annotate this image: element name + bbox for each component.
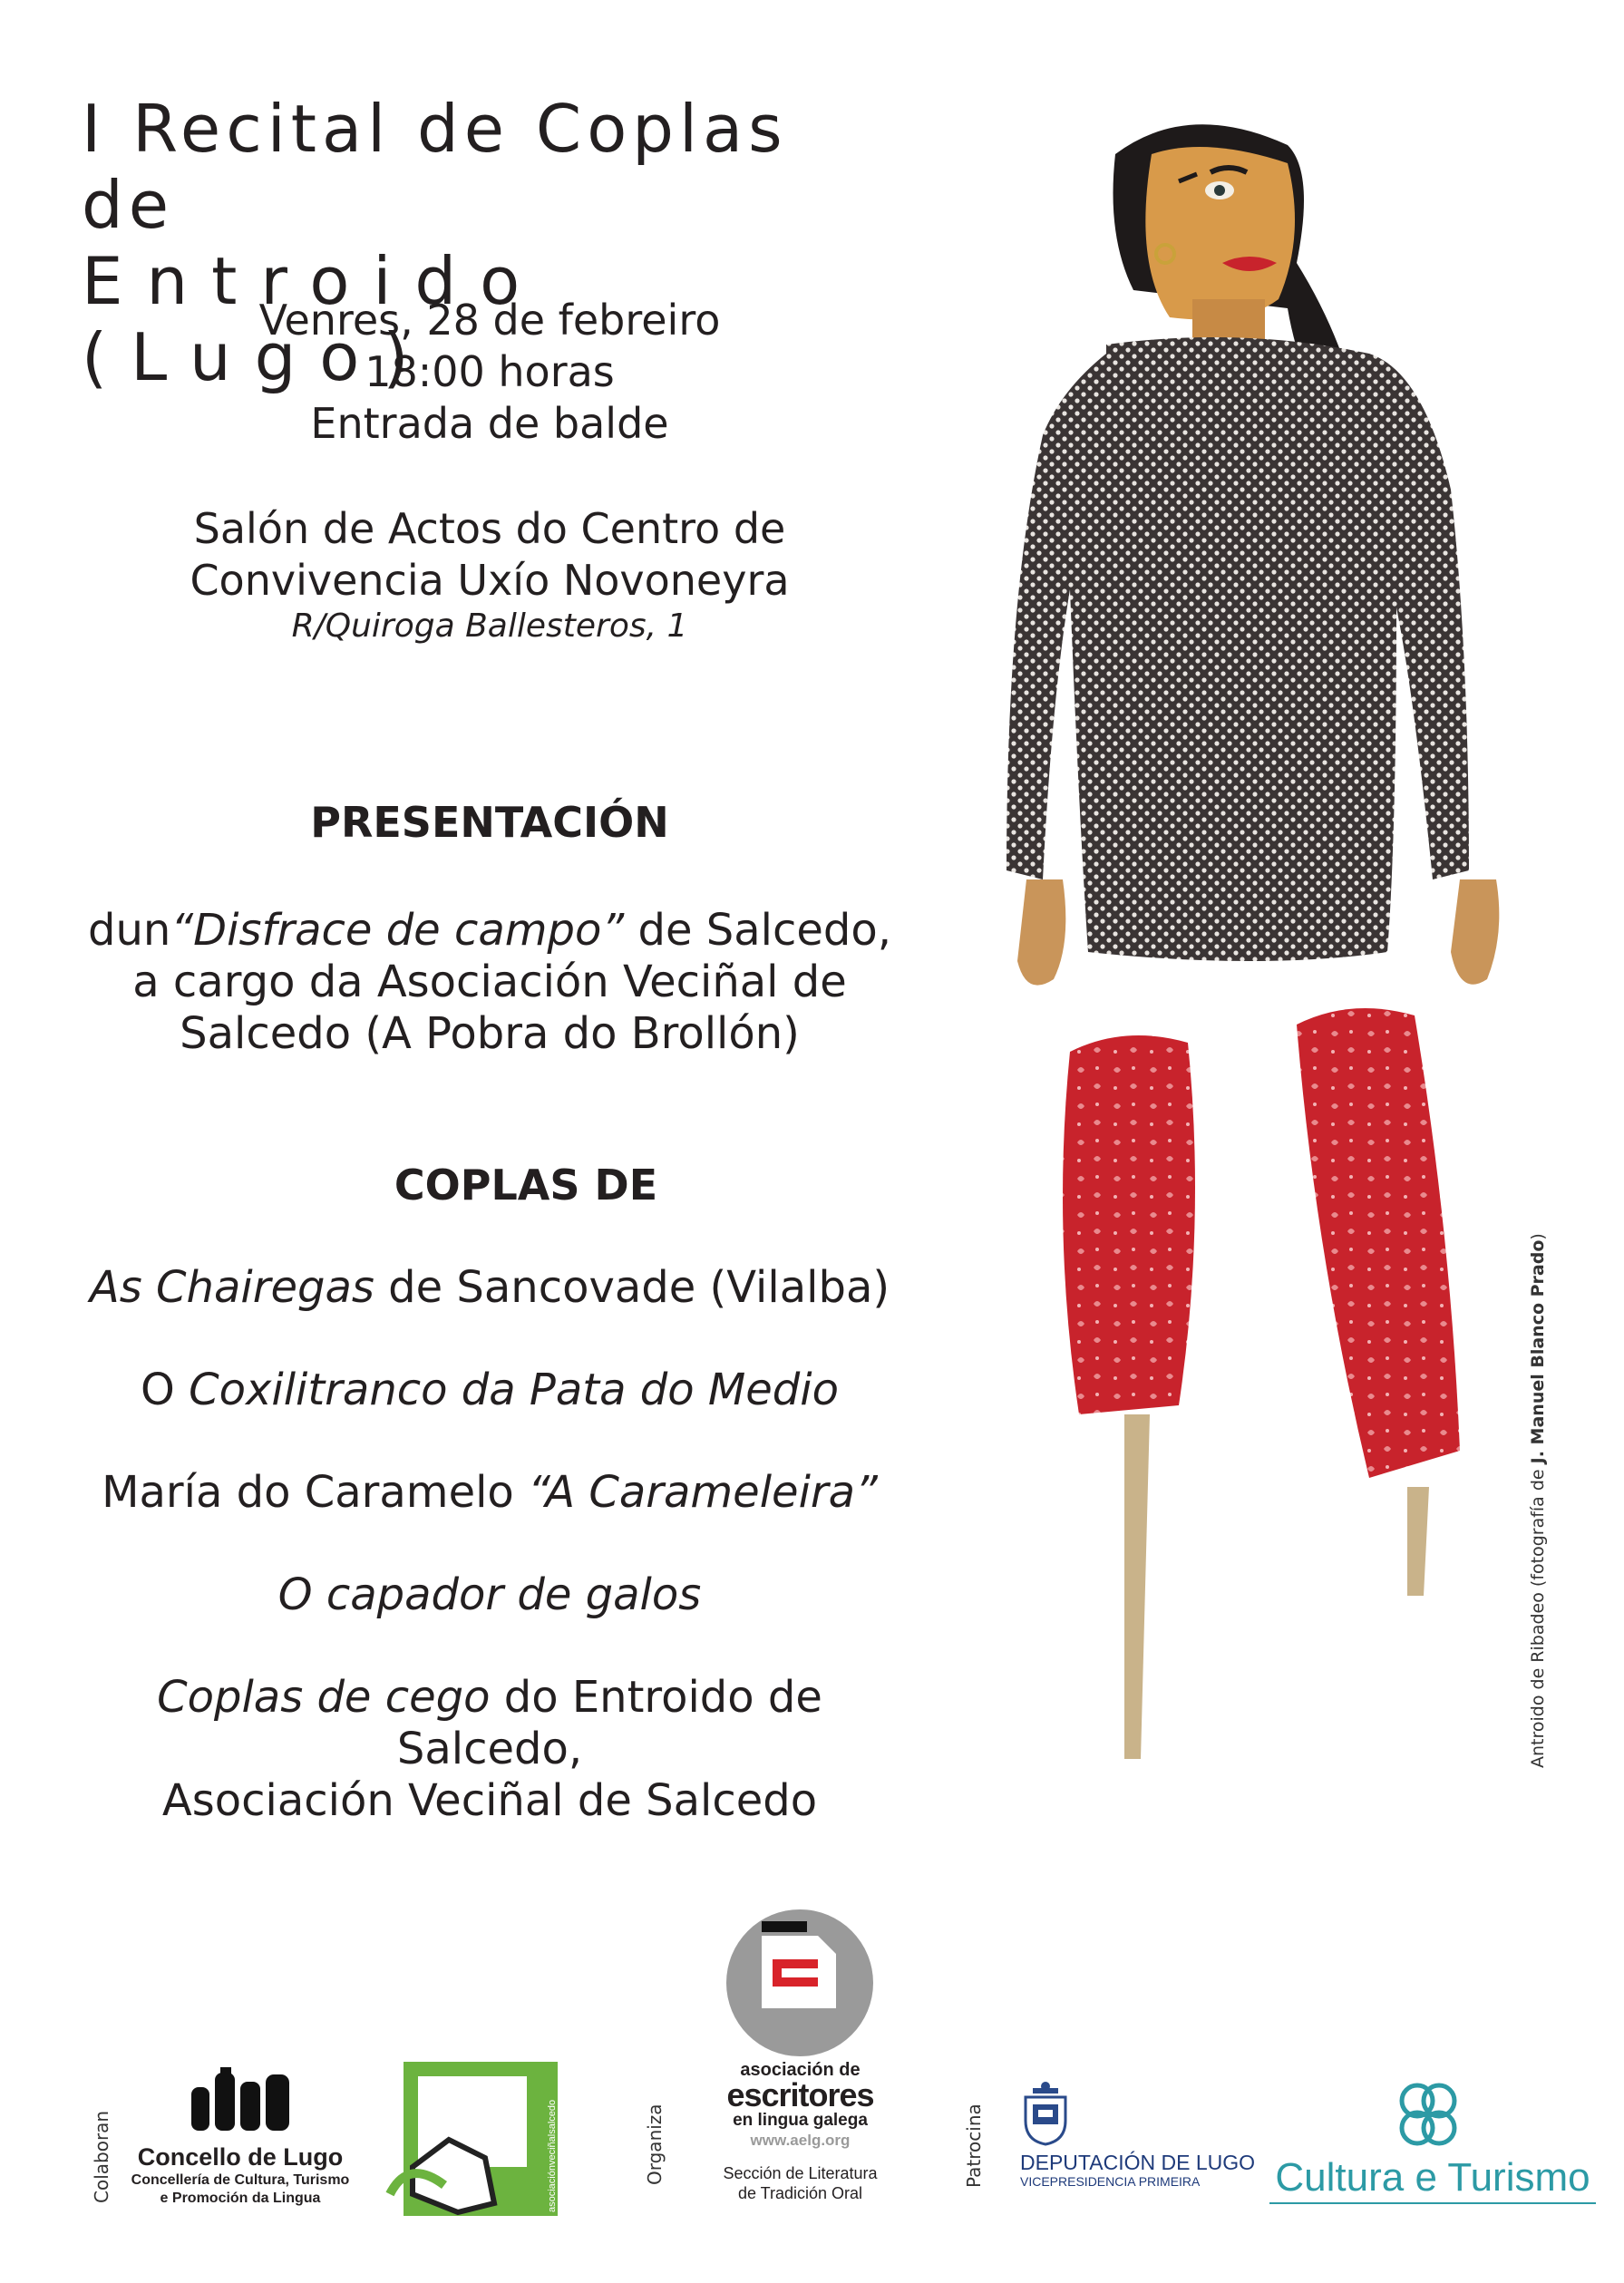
asoc-vecinal-vertical-text: asociaciónveciñalsalcedo <box>547 2099 558 2212</box>
organiza-label: Organiza <box>644 2103 666 2185</box>
item1-italic: As Chairegas <box>89 1262 374 1313</box>
credit-author: J. Manuel Blanco Prado <box>1528 1239 1548 1464</box>
event-time: 18:00 horas <box>365 347 615 396</box>
asociacion-vecinal-salcedo-logo-icon <box>385 2058 567 2221</box>
aelg-line-2: escritores <box>726 2076 874 2113</box>
patrocina-label: Patrocina <box>963 2103 985 2188</box>
aelg-url: www.aelg.org <box>750 2132 851 2149</box>
title-line-2: Entroido (Lugo) <box>82 243 544 395</box>
item5-italic: Coplas de cego <box>157 1672 491 1723</box>
aelg-line-3: en lingua galega <box>733 2111 868 2130</box>
aelg-sub-2: de Tradición Oral <box>737 2184 863 2202</box>
aelg-sub-1: Sección de Literatura <box>723 2164 878 2182</box>
concello-name: Concello de Lugo <box>137 2143 344 2171</box>
coplas-item-5 <box>82 1672 898 1827</box>
item5-line-2: Asociación Veciñal de Salcedo <box>161 1775 818 1826</box>
presentacion-italic: “Disfrace de campo” <box>170 905 625 956</box>
concello-sub-1: Concellería de Cultura, Turismo <box>131 2172 350 2188</box>
presentacion-prefix: dun <box>88 905 171 956</box>
venue-address: R/Quiroga Ballesteros, 1 <box>291 607 688 645</box>
venue-line-1: Salón de Actos do Centro de <box>193 504 786 553</box>
item4-italic: O capador de galos <box>277 1569 702 1620</box>
item5-rest: do Entroido de Salcedo, <box>396 1672 822 1774</box>
aelg-line-1: asociación de <box>740 2060 861 2080</box>
deputacion-crest-icon <box>1020 2081 1071 2146</box>
event-date: Venres, 28 de febreiro <box>258 296 721 345</box>
credit-suffix: ) <box>1528 1233 1548 1240</box>
item3-prefix: María do Caramelo <box>102 1467 514 1518</box>
coplas-item-4 <box>82 1569 898 1621</box>
cultura-turismo-text: Cultura e Turismo <box>1269 2153 1596 2204</box>
aelg-logo-icon <box>725 1909 875 2058</box>
presentacion-text <box>82 905 898 1060</box>
title-line-1: I Recital de Coplas de <box>82 91 788 243</box>
concello-lugo-logo-icon <box>186 2067 295 2132</box>
event-venue <box>82 503 898 646</box>
aelg-text <box>689 2060 911 2203</box>
item5-line-1 <box>82 1672 898 1775</box>
concello-lugo-text <box>118 2143 363 2208</box>
cultura-turismo-logo-icon <box>1392 2081 1464 2153</box>
item2-italic: Coxilitranco da Pata do Medio <box>189 1365 839 1415</box>
presentacion-line-3: Salcedo (A Pobra do Brollón) <box>180 1008 800 1059</box>
entroido-figure-image <box>997 118 1505 1777</box>
coplas-heading: COPLAS DE <box>394 1161 658 1210</box>
coplas-item-3 <box>82 1467 898 1519</box>
photo-credit <box>1528 1233 1548 1768</box>
deputacion-name: DEPUTACIÓN DE LUGO <box>1020 2151 1255 2174</box>
presentacion-line-1 <box>82 905 898 957</box>
presentacion-suffix: de Salcedo, <box>637 905 891 956</box>
colaboran-label: Colaboran <box>91 2110 112 2203</box>
concello-sub-2: e Promoción da Lingua <box>160 2191 321 2206</box>
event-info <box>82 295 898 450</box>
event-entry: Entrada de balde <box>310 399 669 448</box>
item3-italic: “A Carameleira” <box>528 1467 878 1518</box>
coplas-item-2 <box>82 1365 898 1416</box>
credit-prefix: Antroido de Ribadeo (fotografía de <box>1528 1463 1548 1768</box>
presentacion-heading: PRESENTACIÓN <box>310 798 669 847</box>
item2-prefix: O <box>141 1365 175 1415</box>
presentacion-line-2: a cargo da Asociación Veciñal de <box>132 957 847 1007</box>
coplas-item-1 <box>82 1262 898 1314</box>
item1-rest: de Sancovade (Vilalba) <box>388 1262 890 1313</box>
deputacion-sub: VICEPRESIDENCIA PRIMEIRA <box>1020 2174 1201 2189</box>
deputacion-text <box>1020 2151 1256 2189</box>
venue-line-2: Convivencia Uxío Novoneyra <box>190 556 790 605</box>
